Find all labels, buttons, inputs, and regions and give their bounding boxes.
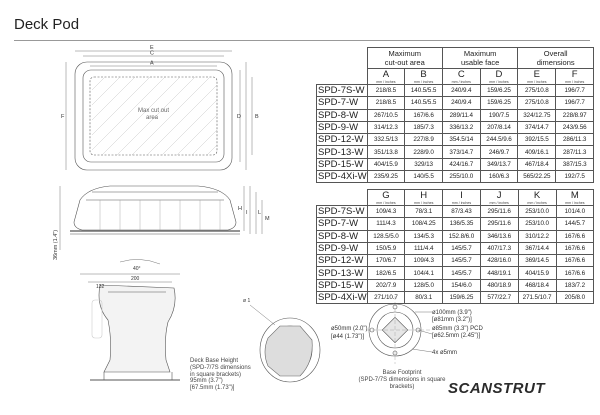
dimension-cell: 159/6.25 — [480, 85, 518, 97]
dimension-cell: 228/9.0 — [405, 146, 443, 158]
label-E: E — [150, 45, 154, 51]
table1-col-C — [442, 69, 480, 85]
table-row — [317, 218, 594, 230]
dimension-cell: 185/7.3 — [405, 121, 443, 133]
dimension-cell: 170/6.7 — [367, 255, 405, 267]
dimension-cell: 407/17.3 — [480, 242, 518, 254]
dimension-cell: 267/10.5 — [367, 109, 405, 121]
dimension-cell: 577/22.7 — [480, 292, 518, 304]
dimension-cell: 392/15.5 — [518, 134, 556, 146]
table2-letter-row — [317, 190, 594, 206]
dimension-cell: 159/6.25 — [480, 97, 518, 109]
dimension-cell: 227/8.9 — [405, 134, 443, 146]
dimension-cell: 108/4.25 — [405, 218, 443, 230]
dimension-cell: 87/3.43 — [443, 206, 481, 218]
label-L: L — [258, 210, 262, 216]
dimension-cell: 192/7.5 — [556, 171, 594, 183]
dimension-cell: 104/4.1 — [405, 267, 443, 279]
table-row — [317, 146, 594, 158]
dimension-cell: 324/12.75 — [518, 109, 556, 121]
dimension-cell: 240/9.4 — [442, 85, 480, 97]
base-height-line: Deck Base Height — [190, 358, 239, 364]
column-letter: F — [571, 69, 578, 80]
label-cutout-2: area — [146, 115, 159, 121]
table-row — [317, 158, 594, 170]
dimension-cell: 336/13.2 — [442, 121, 480, 133]
table-row — [317, 134, 594, 146]
dimension-cell: 409/16.1 — [518, 146, 556, 158]
table-row — [317, 85, 594, 97]
model-name: SPD-9-W — [317, 121, 368, 133]
model-name: SPD-9-W — [317, 242, 368, 254]
side-view-outline — [70, 186, 240, 234]
table1-col-A — [367, 69, 405, 85]
column-letter: I — [460, 190, 463, 201]
label-H: H — [238, 206, 242, 212]
dimension-cell: 351/13.8 — [367, 146, 405, 158]
label-tilt-132: 132 — [96, 284, 105, 290]
column-unit: mm / inches — [451, 201, 472, 205]
dimension-cell: 167/6.6 — [556, 267, 593, 279]
column-unit: mm / inches — [451, 80, 471, 84]
label-footprint-l4: [ø62.5mm (2.45")] — [432, 333, 481, 339]
dimension-cell: 228/8.97 — [556, 109, 594, 121]
base-footprint-caption-line: brackets) — [389, 383, 415, 390]
label-tilt-200: 200 — [131, 276, 140, 282]
column-letter: B — [420, 69, 427, 80]
column-unit: mm / inches — [489, 80, 509, 84]
column-letter: H — [420, 190, 428, 201]
dimension-cell: 80/3.1 — [405, 292, 443, 304]
dimension-cell: 253/10.0 — [518, 206, 556, 218]
dimension-cell: 369/14.5 — [518, 255, 556, 267]
model-name: SPD-13-W — [317, 267, 368, 279]
model-name: SPD-15-W — [317, 279, 368, 291]
dimension-cell: 159/6.25 — [443, 292, 481, 304]
dimension-cell: 196/7.7 — [556, 97, 594, 109]
label-footprint-l2: [ø81mm (3.2")] — [432, 317, 472, 323]
table1-group-overall: Overall dimensions — [518, 48, 594, 69]
dimension-cell: 140.5/5.5 — [405, 97, 443, 109]
label-C: C — [150, 50, 154, 57]
dimension-cell: 101/4.0 — [556, 206, 593, 218]
label-cutout: Max cut out — [138, 108, 170, 114]
base-footprint-caption-line: Base Footprint — [382, 370, 422, 376]
column-letter: D — [495, 69, 503, 80]
dimension-cell: 140.5/5.5 — [405, 85, 443, 97]
column-unit: mm / inches — [565, 201, 585, 205]
dimension-cell: 275/10.8 — [518, 85, 556, 97]
dimension-cell: 160/6.3 — [480, 171, 518, 183]
dimension-cell: 310/12.2 — [518, 230, 556, 242]
base-footprint-caption — [352, 370, 452, 390]
dimension-cell: 467/18.4 — [518, 158, 556, 170]
dimension-cell: 78/3.1 — [405, 206, 443, 218]
column-letter: J — [496, 190, 502, 201]
dimension-cell: 349/13.7 — [480, 158, 518, 170]
label-side-height: 36mm (1.4") — [53, 229, 59, 260]
dimension-cell: 167/6.6 — [556, 255, 593, 267]
dimension-cell: 287/11.3 — [556, 146, 594, 158]
column-letter: C — [457, 69, 465, 80]
table1-group-cutout: Maximum cut-out area — [367, 48, 442, 69]
dimension-cell: 111/4.4 — [405, 242, 443, 254]
label-footprint-left-d1: ø50mm (2.0") — [331, 326, 368, 332]
dimension-cell: 144/5.7 — [556, 218, 593, 230]
dimension-cell: 295/11.6 — [480, 206, 518, 218]
column-unit: mm / inches — [413, 80, 434, 84]
dimension-cell: 145/5.7 — [443, 242, 481, 254]
dimension-cell: 404/15.9 — [518, 267, 556, 279]
column-unit: mm / inches — [564, 80, 585, 84]
dimension-cell: 271/10.7 — [367, 292, 405, 304]
model-name: SPD-7S-W — [317, 206, 368, 218]
dimension-cell: 240/9.4 — [442, 97, 480, 109]
table-row — [317, 97, 594, 109]
model-name: SPD-12-W — [317, 134, 368, 146]
dimensions-table-1 — [316, 47, 594, 183]
table2-col-H — [405, 190, 443, 206]
dimension-cell: 145/5.7 — [443, 255, 481, 267]
dimension-cell: 128/5.0 — [405, 279, 443, 291]
column-unit: mm / inches — [527, 80, 547, 84]
base-height-note — [190, 358, 270, 392]
page-title: Deck Pod — [14, 16, 80, 33]
label-footprint-l3: ø85mm (3.3") PCD — [432, 326, 483, 332]
dimension-cell: 202/7.9 — [367, 279, 405, 291]
table2-col-K — [518, 190, 556, 206]
dimension-cell: 565/22.25 — [518, 171, 556, 183]
dimension-cell: 374/14.7 — [518, 121, 556, 133]
model-name: SPD-7-W — [317, 218, 368, 230]
model-name: SPD-12-W — [317, 255, 368, 267]
column-unit: mm / inches — [489, 201, 509, 205]
base-height-line: in square brackets) — [190, 371, 242, 378]
base-height-line: (SPD-7/7S dimensions — [190, 364, 251, 371]
dimension-cell: 367/14.4 — [518, 242, 556, 254]
base-height-line: 95mm (3.7") — [190, 378, 223, 385]
dimension-cell: 183/7.2 — [556, 279, 593, 291]
table-row — [317, 255, 594, 267]
model-name: SPD-4Xi-W — [318, 171, 367, 183]
dimensions-table-2 — [316, 189, 594, 304]
side-view-dimensions — [60, 186, 262, 250]
dimension-cell: 354.5/14 — [442, 134, 480, 146]
table-row — [317, 292, 594, 304]
column-letter: E — [533, 69, 541, 80]
dimension-cell: 468/18.4 — [518, 279, 556, 291]
dimension-cell: 404/15.9 — [367, 158, 405, 170]
dimension-cell: 346/13.6 — [480, 230, 518, 242]
dimension-cell: 152.8/6.0 — [443, 230, 481, 242]
table2-col-G — [367, 190, 405, 206]
table-row — [317, 279, 594, 291]
dimension-cell: 235/9.25 — [367, 171, 405, 183]
dimension-cell: 205/8.0 — [556, 292, 593, 304]
table1-corner — [317, 48, 368, 69]
dimension-cell: 134/5.3 — [405, 230, 443, 242]
dimension-cell: 448/19.1 — [480, 267, 518, 279]
model-name: SPD-8-W — [317, 109, 368, 121]
dimension-cell: 314/12.3 — [367, 121, 405, 133]
dimension-cell: 167/6.6 — [556, 230, 593, 242]
column-unit: mm / inches — [376, 80, 396, 84]
table-row — [317, 267, 594, 279]
label-footprint-l1: ø100mm (3.9") — [432, 310, 472, 316]
column-letter: K — [533, 190, 541, 201]
label-footprint-left-e1: ø 1 — [243, 298, 251, 304]
dimension-cell: 128.5/5.0 — [367, 230, 405, 242]
label-footprint-left-d2: [ø44 (1.73")] — [331, 334, 365, 340]
column-letter: A — [382, 69, 390, 80]
table1-col-B — [405, 69, 443, 85]
dimension-cell: 480/18.9 — [480, 279, 518, 291]
label-A: A — [150, 60, 154, 67]
column-unit: mm / inches — [414, 201, 434, 205]
table1-letter-row — [317, 69, 594, 85]
dimension-cell: 182/6.5 — [367, 267, 405, 279]
label-B: B — [255, 114, 259, 120]
dimension-cell: 145/5.7 — [443, 267, 481, 279]
scanstrut-logo: SCANSTRUT — [448, 380, 545, 397]
dimension-cell: 154/6.0 — [443, 279, 481, 291]
base-height-line: [67.5mm (1.73")] — [190, 385, 235, 392]
dimension-cell: 243/9.56 — [556, 121, 594, 133]
table-row — [317, 171, 594, 183]
dimension-cell: 275/10.8 — [518, 97, 556, 109]
dimension-cell: 286/11.3 — [556, 134, 594, 146]
base-footprint-drawing — [360, 296, 432, 364]
table-row — [317, 230, 594, 242]
label-footprint-l5: 4x ø5mm — [432, 350, 458, 356]
label-D: D — [237, 114, 241, 120]
dimension-cell: 373/14.7 — [442, 146, 480, 158]
dimension-cell: 111/4.3 — [367, 218, 405, 230]
tilt-view-outline — [80, 259, 180, 380]
dimension-cell: 196/7.7 — [556, 85, 594, 97]
label-I: I — [246, 210, 248, 216]
model-name: SPD-8-W — [317, 230, 368, 242]
dimension-cell: 218/8.5 — [367, 97, 405, 109]
table1-group-usable: Maximum usable face — [442, 48, 517, 69]
table1-col-E — [518, 69, 556, 85]
model-name: SPD-15-W — [317, 158, 368, 170]
dimension-cell: 150/5.9 — [367, 242, 405, 254]
dimension-cell: 244.5/9.6 — [480, 134, 518, 146]
table-row — [317, 121, 594, 133]
table2-col-J — [480, 190, 518, 206]
table-row — [317, 206, 594, 218]
dimension-cell: 332.5/13 — [367, 134, 405, 146]
dimension-cell: 295/11.6 — [480, 218, 518, 230]
column-letter: M — [570, 190, 579, 201]
dimension-cell: 246/9.7 — [480, 146, 518, 158]
table1-corner — [317, 69, 368, 85]
dimension-cell: 255/10.0 — [442, 171, 480, 183]
label-tilt-angle: 40° — [133, 266, 141, 272]
table2-corner — [317, 190, 368, 206]
dimension-cell: 207/8.14 — [480, 121, 518, 133]
model-name: SPD-4Xi-W — [318, 292, 367, 304]
model-name: SPD-7-W — [317, 97, 368, 109]
dimension-cell: 167/6.6 — [556, 242, 593, 254]
table-row — [317, 242, 594, 254]
table1-col-F — [556, 69, 594, 85]
dimension-cell: 424/16.7 — [442, 158, 480, 170]
table-row — [317, 109, 594, 121]
dimension-cell: 253/10.0 — [518, 218, 556, 230]
dimension-cell: 387/15.3 — [556, 158, 594, 170]
label-M: M — [265, 216, 270, 222]
dimension-cell: 109/4.3 — [405, 255, 443, 267]
column-letter: G — [382, 190, 390, 201]
table2-col-M — [556, 190, 593, 206]
dimension-cell: 329/13 — [405, 158, 443, 170]
dimension-cell: 136/5.35 — [443, 218, 481, 230]
column-unit: mm / inches — [376, 201, 396, 205]
dimension-cell: 218/8.5 — [367, 85, 405, 97]
dimension-cell: 428/16.0 — [480, 255, 518, 267]
dimension-cell: 190/7.5 — [480, 109, 518, 121]
dimension-cell: 271.5/10.7 — [518, 292, 556, 304]
dimension-cell: 140/5.5 — [405, 171, 443, 183]
base-footprint-caption-line: (SPD-7/7S dimensions in square — [358, 376, 446, 383]
table2-col-I — [443, 190, 481, 206]
model-name: SPD-13-W — [317, 146, 368, 158]
dimension-cell: 167/6.6 — [405, 109, 443, 121]
column-unit: mm / inches — [527, 201, 547, 205]
label-F: F — [61, 114, 65, 120]
dimension-cell: 289/11.4 — [442, 109, 480, 121]
table1-col-D — [480, 69, 518, 85]
model-name: SPD-7S-W — [317, 85, 368, 97]
dimension-cell: 109/4.3 — [367, 206, 405, 218]
